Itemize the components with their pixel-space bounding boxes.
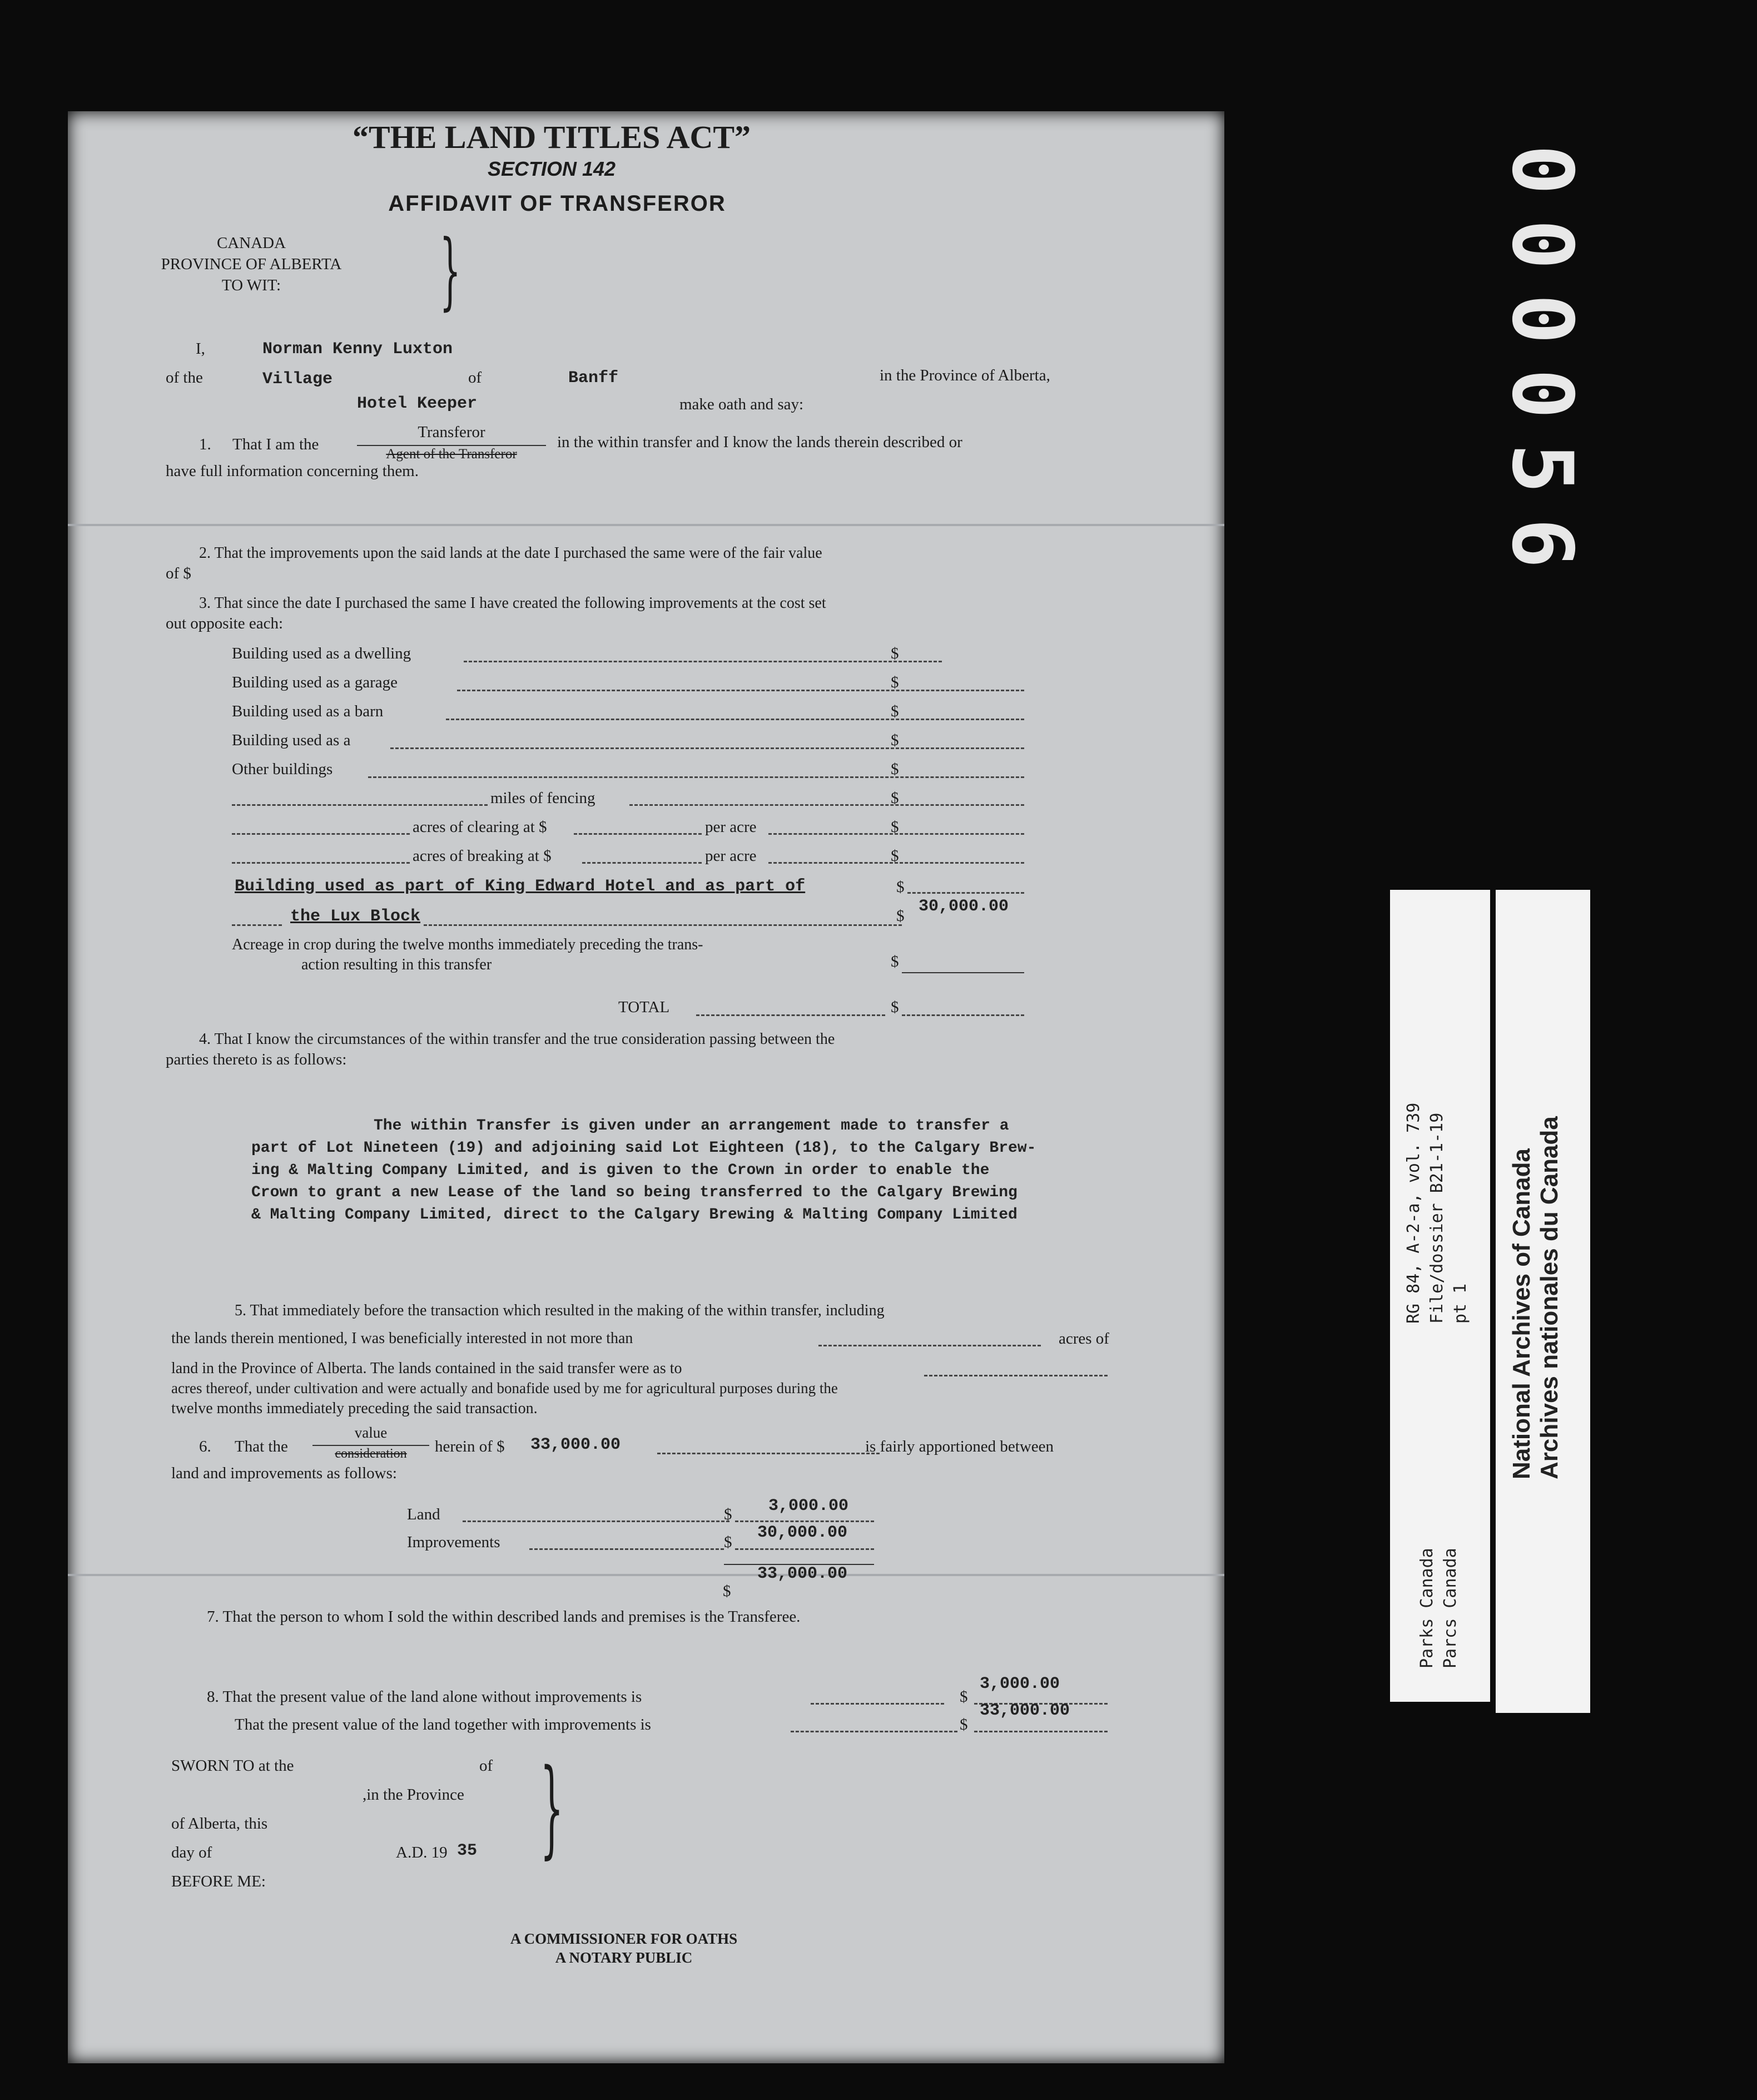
dollar-sign: $	[891, 953, 899, 970]
act-title: “THE LAND TITLES ACT”	[352, 119, 751, 155]
dollar-sign: $	[891, 645, 899, 662]
leader	[657, 1453, 880, 1454]
improvement-other-buildings: Other buildings	[232, 760, 333, 778]
total-label: TOTAL	[618, 998, 670, 1016]
dollar-sign: $	[960, 1688, 968, 1706]
commissioner-for-oaths: A COMMISSIONER FOR OATHS	[510, 1930, 738, 1947]
dollar-sign: $	[891, 847, 899, 865]
acres-interest-blank	[818, 1345, 1041, 1346]
venue-to-wit: TO WIT:	[221, 276, 281, 294]
before-me: BEFORE ME:	[171, 1873, 266, 1890]
typed-improvement-desc-2: the Lux Block	[290, 907, 421, 926]
notary-public: A NOTARY PUBLIC	[555, 1949, 693, 1966]
leader	[768, 833, 1024, 835]
leader	[463, 1520, 729, 1522]
para5-line4: acres thereof, under cultivation and were actually and bonafide used by me for agricultural purposes during the	[171, 1380, 838, 1396]
consideration-typed-5: & Malting Company Limited, direct to the Calgary Brewing & Malting Company Limited	[251, 1206, 1018, 1224]
para1-line2: have full information concerning them.	[166, 462, 419, 480]
para8-line2: That the present value of the land together with improvements is	[235, 1716, 651, 1734]
dollar-sign: $	[724, 1533, 732, 1551]
para2-line1: 2. That the improvements upon the said lands at the date I purchased the same were of the fair value	[199, 544, 822, 562]
leader	[457, 690, 1024, 691]
consideration-typed-2: part of Lot Nineteen (19) and adjoining said Lot Eighteen (18), to the Calgary Brew-	[251, 1140, 1036, 1157]
leader	[446, 719, 1024, 720]
breaking-rate-blank	[582, 862, 702, 864]
para3-line2: out opposite each:	[166, 615, 284, 632]
oath-text: make oath and say:	[679, 395, 804, 413]
of-the-label: of the	[166, 369, 203, 387]
typed-improvement-desc-1: Building used as part of King Edward Hotel and as part of	[235, 877, 806, 896]
page-fold	[68, 524, 1224, 526]
para2-line2: of $	[166, 564, 191, 582]
para1-role-struck: Agent of the Transferor	[386, 447, 517, 462]
sworn-of: of	[479, 1757, 493, 1775]
fencing-label: miles of fencing	[490, 789, 595, 807]
improvements-label: Improvements	[407, 1533, 500, 1551]
para6-herein: herein of $	[435, 1438, 505, 1455]
parks-canada-en: Parks Canada	[1417, 1548, 1437, 1668]
improvement-dwelling: Building used as a dwelling	[232, 645, 411, 662]
leader	[424, 924, 902, 926]
para1-role-kept: Transferor	[418, 423, 485, 441]
sworn-year: 35	[457, 1841, 478, 1860]
breaking-label: acres of breaking at $	[413, 847, 552, 865]
occupation: Hotel Keeper	[357, 394, 478, 413]
apportion-total: 33,000.00	[757, 1564, 848, 1583]
para6-lead: That the	[235, 1438, 288, 1455]
dollar-sign: $	[723, 1582, 731, 1600]
consideration-typed-1: The within Transfer is given under an arrangement made to transfer a	[374, 1117, 1009, 1135]
para5-line1: 5. That immediately before the transaction which resulted in the making of the within transfer, including	[235, 1302, 885, 1319]
land-alone-value: 3,000.00	[980, 1675, 1060, 1693]
sworn-alberta: of Alberta, this	[171, 1815, 268, 1832]
para6-number: 6.	[199, 1438, 211, 1455]
sworn-day-of: day of	[171, 1844, 212, 1861]
leader	[735, 1520, 874, 1522]
place-name: Banff	[568, 369, 619, 388]
venue-province: PROVINCE OF ALBERTA	[161, 255, 342, 273]
province-text: in the Province of Alberta,	[880, 366, 1050, 384]
para1-number: 1.	[199, 435, 211, 453]
leader	[811, 1703, 944, 1705]
venue-brace: }	[439, 222, 461, 319]
para4-line1: 4. That I know the circumstances of the within transfer and the true consideration passing between the	[199, 1031, 835, 1048]
per-acre-label: per acre	[705, 818, 757, 836]
fencing-blank	[232, 804, 488, 806]
dollar-sign: $	[891, 673, 899, 691]
nac-name-fr: Archives nationales du Canada	[1536, 1116, 1563, 1479]
para5-line3: land in the Province of Alberta. The lands contained in the said transfer were as to	[171, 1360, 682, 1377]
frame-number: 000056	[1493, 145, 1590, 593]
dollar-sign: $	[891, 731, 899, 749]
dollar-sign: $	[960, 1716, 968, 1734]
dollar-sign: $	[896, 907, 905, 925]
per-acre-label: per acre	[705, 847, 757, 865]
sworn-province: ,in the Province	[363, 1786, 464, 1804]
archive-ref-file: File/dossier B21-1-19	[1427, 1112, 1447, 1324]
leader	[907, 892, 1024, 894]
acreage-line1: Acreage in crop during the twelve months immediately preceding the trans-	[232, 936, 703, 953]
para5-line2-end: acres of	[1059, 1330, 1109, 1348]
dollar-sign: $	[896, 878, 905, 896]
para8-line1: 8. That the present value of the land alone without improvements is	[207, 1688, 642, 1706]
land-with-improvements-value: 33,000.00	[980, 1701, 1070, 1720]
archive-ref-volume: RG 84, A-2-a, vol. 739	[1404, 1102, 1423, 1324]
sworn-ad: A.D. 19	[396, 1844, 448, 1861]
form-title: AFFIDAVIT OF TRANSFEROR	[388, 191, 726, 216]
leader	[629, 804, 1024, 806]
dollar-sign: $	[891, 789, 899, 807]
clearing-rate-blank	[574, 833, 702, 835]
para4-line2: parties thereto is as follows:	[166, 1051, 347, 1068]
improvement-garage: Building used as a garage	[232, 673, 398, 691]
national-archives-label	[1496, 890, 1590, 1713]
clearing-blank	[232, 833, 410, 835]
acreage-value-line	[902, 972, 1024, 973]
page-fold	[68, 1574, 1224, 1576]
affidavit-page	[68, 111, 1224, 2063]
i-label: I,	[196, 340, 205, 358]
dollar-sign: $	[724, 1505, 732, 1523]
improvement-barn: Building used as a barn	[232, 702, 384, 720]
para7-text: 7. That the person to whom I sold the within described lands and premises is the Transferee.	[207, 1608, 801, 1626]
para6-struck: consideration	[335, 1447, 407, 1461]
deponent-name: Norman Kenny Luxton	[262, 340, 453, 359]
dollar-sign: $	[891, 998, 899, 1016]
para1-lead: That I am the	[232, 435, 319, 453]
leader	[768, 862, 1024, 864]
leader	[232, 924, 282, 926]
improvement-other-use: Building used as a	[232, 731, 351, 749]
para6-trail: is fairly apportioned between	[865, 1438, 1054, 1455]
leader	[464, 661, 942, 662]
nac-name-en: National Archives of Canada	[1508, 1148, 1535, 1479]
acres-cultivated-blank	[924, 1375, 1108, 1376]
archive-ref-part: pt 1	[1451, 1283, 1470, 1324]
of-label: of	[468, 369, 482, 387]
dollar-sign: $	[891, 760, 899, 778]
place-type: Village	[262, 370, 333, 389]
leader	[902, 1014, 1024, 1016]
leader	[735, 1548, 874, 1550]
leader	[974, 1731, 1108, 1732]
dollar-sign: $	[891, 702, 899, 720]
section-number: SECTION 142	[487, 157, 616, 180]
para6-amount: 33,000.00	[530, 1435, 621, 1454]
parks-canada-fr: Parcs Canada	[1441, 1548, 1460, 1668]
sworn-label: SWORN TO at the	[171, 1757, 294, 1775]
typed-improvement-amount: 30,000.00	[919, 897, 1009, 916]
para5-line5: twelve months immediately preceding the said transaction.	[171, 1400, 538, 1417]
archive-reference-label	[1390, 890, 1490, 1702]
breaking-blank	[232, 862, 410, 864]
improvements-value: 30,000.00	[757, 1523, 848, 1542]
para1-trail: in the within transfer and I know the lands therein described or	[557, 433, 962, 451]
leader	[390, 747, 1024, 749]
land-value: 3,000.00	[768, 1497, 849, 1515]
para6-line2: land and improvements as follows:	[171, 1464, 397, 1482]
consideration-typed-3: ing & Malting Company Limited, and is given to the Crown in order to enable the	[251, 1162, 990, 1179]
leader	[696, 1014, 885, 1016]
leader	[791, 1731, 957, 1732]
leader	[368, 776, 1024, 778]
land-label: Land	[407, 1505, 440, 1523]
dollar-sign: $	[891, 818, 899, 836]
leader	[529, 1548, 724, 1550]
para3-line1: 3. That since the date I purchased the same I have created the following improvements at the cost set	[199, 595, 826, 612]
jurat-brace: }	[540, 1746, 564, 1869]
consideration-typed-4: Crown to grant a new Lease of the land so being transferred to the Calgary Brewing	[251, 1184, 1018, 1201]
clearing-label: acres of clearing at $	[413, 818, 547, 836]
para6-kept: value	[354, 1424, 388, 1441]
acreage-line2: action resulting in this transfer	[301, 956, 492, 973]
venue-canada: CANADA	[216, 234, 286, 252]
para5-line2: the lands therein mentioned, I was beneficially interested in not more than	[171, 1330, 633, 1347]
